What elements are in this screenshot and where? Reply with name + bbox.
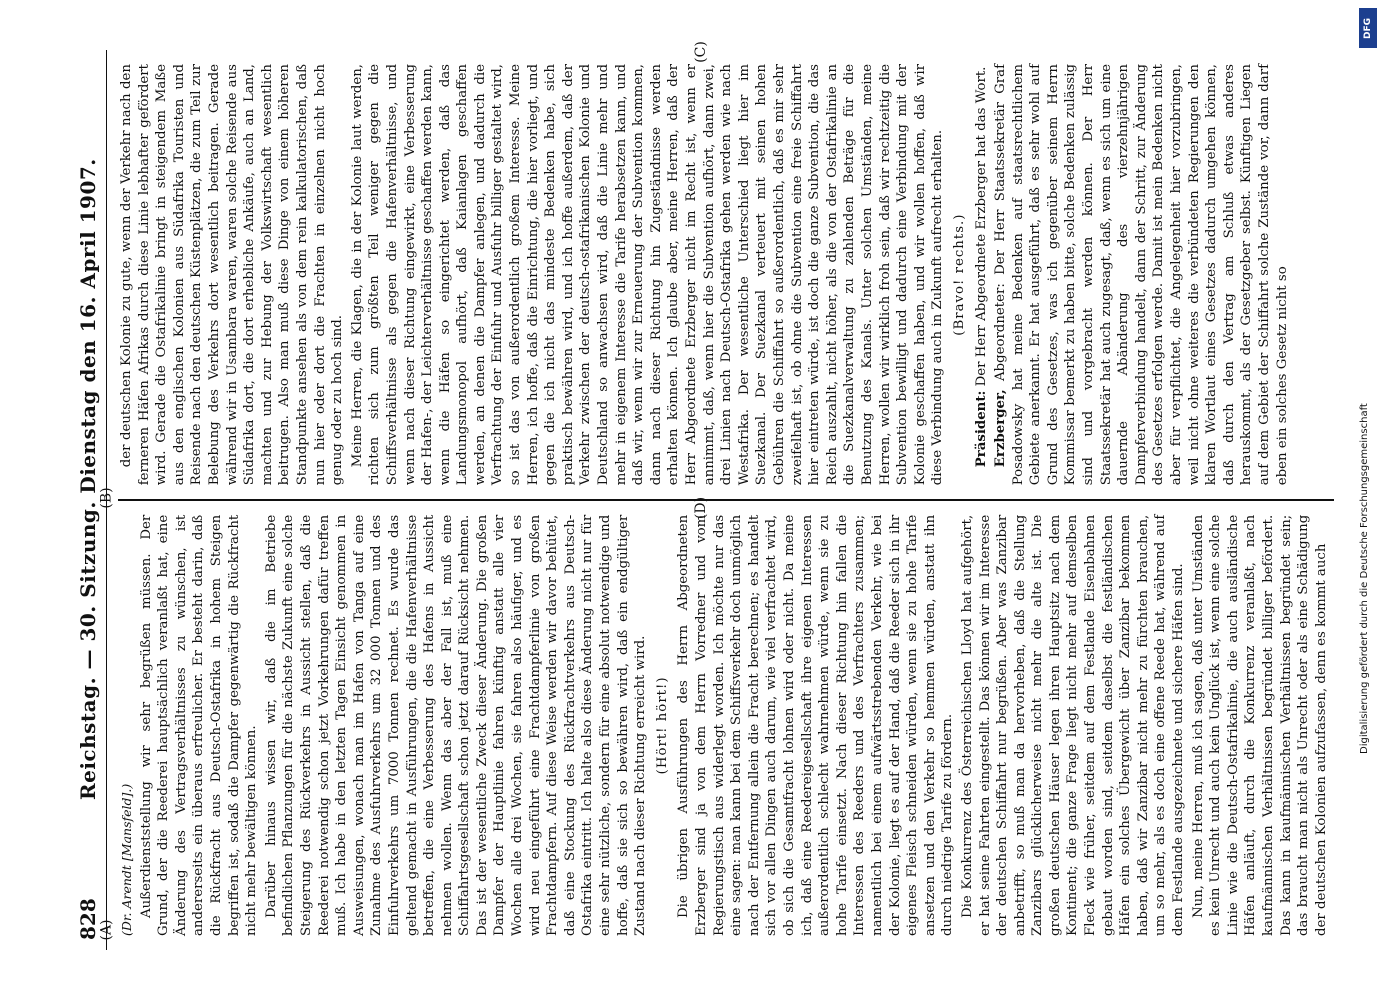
right-column xyxy=(112,50,1340,499)
page-number: 828 xyxy=(76,898,100,940)
margin-marker-d: (D) xyxy=(693,496,710,520)
president-text: Der Herr Abgeordnete Erzberger hat das Wort. xyxy=(973,66,989,387)
dfg-logo: DFG xyxy=(1359,8,1377,48)
speaker-paragraph xyxy=(992,64,1291,485)
running-head-title: Reichstag. — 30. Sitzung. Dienstag den 16. April 1907. xyxy=(76,158,100,801)
margin-marker-c: (C) xyxy=(692,41,709,63)
left-column xyxy=(112,501,1340,950)
paragraph: Meine Herren, die Klagen, die in der Kolonie laut werden, richten sich zum größten Teil weniger gegen die Schiffsverhältnisse als gegen die Hafenverhältnisse, und wenn nach dieser Richtung eingewirkt, eine Verbesserung der Hafen-, der Leichterverhältnisse geschaffen werden kann, wenn die Häfen so eingerichtet werden, daß das Landungsmonopol aufhört, daß Kaianlagen geschaffen werden, an denen die Dampfer anlegen, und dadurch die Verfrachtung der Einfuhr und Ausfuhr billiger gestaltet wird, so ist das von außerordentlich großem Interesse. Meine Herren, ich hoffe, daß die Einrichtung, die hier vorliegt, und gegen die ich nicht das mindeste Bedenken habe, sich praktisch bewähren wird, und ich hoffe außerdem, daß der Verkehr zwischen der deutsch-ostafrikanischen Kolonie und Deutschland so anwachsen wird, daß die Linie mehr und mehr in eigenem Interesse die Tarife herabsetzen kann, und daß wir, wenn wir zur Erneuerung der Subvention kommen, dann nach dieser Richtung hin Zugeständnisse werden erhalten können. Ich glaube aber, meine Herren, daß der Herr Abgeordnete Erzberger nicht im Recht ist, wenn er annimmt, daß, wenn hier die Subvention aufhört, dann zwei, drei Linien nach Deutsch-Ostafrika gehen werden wie nach Westafrika. Der wesentliche Unterschied liegt hier im Suezkanal. Der Suezkanal verteuert mit seinen hohen Gebühren die Schiffahrt so außerordentlich, daß es mir sehr zweifelhaft ist, ob ohne die Subvention eine freie Schiffahrt hier eintreten würde, ist doch die ganze Subvention, die das Reich auszahlt, nicht höher, als die von der Ostafrikalinie an die Suezkanalverwaltung zu zahlenden Beträge für die Benutzung des Kanals. Unter solchen Umständen, meine Herren, wollen wir wirklich froh sein, daß wir rechtzeitig die Subvention bewilligt und dadurch eine Verbindung mit der Kolonie geschaffen haben, und wir wollen hoffen, daß wir diese Verbindung auch in Zukunft aufrecht erhalten. xyxy=(349,64,946,486)
margin-marker-b: (B) xyxy=(98,487,115,509)
interjection: (Bravo! rechts.) xyxy=(951,213,967,336)
speaker-attribution: (Dr. Arendt [Mansfeld].) xyxy=(119,783,134,936)
interjection: (Hört! hört!) xyxy=(654,676,670,775)
paragraph: Die übrigen Ausführungen des Herrn Abgeordneten Erzberger sind ja von dem Herrn Vorredner und vom Regierungstisch aus widerlegt worden. Ich möchte nur das eine sagen: man kann bei dem Schiffsverkehr doch unmöglich nach der Entfernung allein die Fracht berechnen; es handelt sich vor allen Dingen auch darum, wie viel verfrachtet wird, ob sich die Gesamtfracht lohnen wird oder nicht. Da meine ich, daß eine Reedereigesellschaft ihre eigenen Interessen außerordentlich schlecht wahrnehmen würde, wenn sie zu hohe Tarife einsetzt. Nach dieser Richtung hin fallen die Interessen des Reeders und des Verfrachters zusammen; namentlich bei einem aufwärtsstrebenden Verkehr, wie bei der Kolonie, liegt es auf der Hand, daß die Reeder sich in ihr eigenes Fleisch schneiden würden, wenn sie zu hohe Tarife ansetzen und den Verkehr so hemmen würden, anstatt ihn durch niedrige Tarife zu fördern. xyxy=(676,514,956,936)
paragraph: der deutschen Kolonie zu gute, wenn der Verkehr nach den ferneren Häfen Afrikas durch diese Linie lebhafter gefördert wird. Gerade die Ostafrikalinie bringt in steigendem Maße aus den englischen Kolonien aus Südafrika Touristen und Reisende nach den deutschen Küstenplätzen, die zum Teil zur Belebung des Verkehrs dort wesentlich beitragen. Gerade während wir in Usambara waren, waren solche Reisende aus Südafrika dort, die dort erhebliche Ankäufe, auch an Land, machten und zur Hebung der Volkswirtschaft wesentlich beitrugen. Also man muß diese Dinge von einem höheren Standpunkte ansehen als von dem rein kalkulatorischen, daß nun hier oder dort die Frachten in einzelnen nicht hoch genug oder zu hoch sind. xyxy=(119,64,346,486)
speaker-text: Abgeordneter: Der Herr Staatssekretär Graf Posadowsky hat meine Bedenken auf staatsrechtlichem Gebiete anerkannt. Er hat ausgeführt, daß es sehr wohl auf Grund des Gesetzes, was ich gegenüber seinem Herrn Kommissar bemerkt zu haben bitte, solche Bedenken zulässig sind und vorgebracht werden können. Der Herr Staatssekretär hat auch zugesagt, daß, wenn es sich um eine dauernde Abänderung des vierzehnjährigen Dampferverbindung handelt, dann der Schritt, zur Änderung des Gesetzes erfolgen werde. Damit ist mein Bedenken nicht aber für verpflichtet, die Angelegenheit hier vorzubringen, weil nicht ohne weiteres die verbündeten Regierungen den klaren Wortlaut eines Gesetzes dadurch umgehen können, daß durch den Vertrag am Schluß etwas anderes herauskommt, als der Gesetzgeber selbst. Künftigen Liegen auf dem Gebiet der Schiffahrt solche Zustände vor, dann darf eben ein solches Gesetz nicht so xyxy=(993,64,1290,486)
paragraph: Außerdienststellung wir sehr begrüßen müssen. Der Grund, der die Reederei hauptsächlich veranlaßt hat, eine Änderung des Vertragsverhältnisses zu wünschen, ist andererseits ein überaus erfreulicher. Er besteht darin, daß die Rückfracht aus Deutsch-Ostafrika in hohem Steigen begriffen ist, sodaß die Dampfer gegenwärtig die Rückfracht nicht mehr bewältigen können. xyxy=(138,514,260,936)
digitization-credit: Digitalisierung gefördert durch die Deutsche Forschungsgemeinschaft xyxy=(1359,403,1370,754)
speaker-name: Erzberger, xyxy=(993,389,1009,468)
paragraph: Die Konkurrenz des Österreichischen Lloyd hat aufgehört, er hat seine Fahrten eingestellt. Das können wir im Interesse der deutschen Schiffahrt nur begrüßen. Aber was Zanzibar anbetrifft, so muß man da hervorheben, daß die Stellung Zanzibars glücklicherweise nicht mehr die alte ist. Die großen deutschen Häuser legen ihren Hauptsitz nach dem Kontinent; die ganze Frage liegt nicht mehr auf demselben Fleck wie früher, seitdem auf dem Festlande Eisenbahnen gebaut worden sind, seitdem daselbst die festländischen Häfen ein solches Übergewicht über Zanzibar bekommen haben, daß wir Zanzibar nicht mehr zu fürchten brauchen, um so mehr, als es doch eine offene Reede hat, während auf dem Festlande ausgezeichnete und sichere Häfen sind. xyxy=(959,514,1187,936)
paragraph: Darüber hinaus wissen wir, daß die im Betriebe befindlichen Pflanzungen für die nächste Zukunft eine solche Steigerung des Rückverkehrs in Aussicht stellen, daß die Reederei notwendig schon jetzt Vorkehrungen dafür treffen muß. Ich habe in den letzten Tagen Einsicht genommen in Ausweisungen, wonach man im Hafen von Tanga auf eine Zunahme des Ausfuhrverkehrs um 32 000 Tonnen und des Einfuhrverkehrs um 7000 Tonnen rechnet. Es wurde das geltend gemacht in Ausführungen, die die Hafenverhältnisse betreffen, die eine Verbesserung des Hafens in Aussicht nehmen wollen. Wenn das aber der Fall ist, muß eine Schiffahrtsgesellschaft schon jetzt darauf Rücksicht nehmen. Das ist der wesentliche Zweck dieser Änderung. Die großen Dampfer der Hauptlinie fahren künftig anstatt alle vier Wochen alle drei Wochen, sie fahren also häufiger, und es wird neu eingeführt eine Frachtdampferlinie von großen Frachtdampfern. Auf diese Weise werden wir davor behütet, daß eine Stockung des Rückfrachtverkehrs aus Deutsch-Ostafrika eintritt. Ich halte also diese Änderung nicht nur für eine sehr nützliche, sondern für eine absolut notwendige und hoffe, daß sie sich so bewähren wird, daß ein endgültiger Zustand nach dieser Richtung erreicht wird. xyxy=(263,514,649,936)
president-paragraph xyxy=(973,64,991,485)
paragraph: Nun, meine Herren, muß ich sagen, daß unter Umständen es kein Unrecht und auch kein Unglück ist, wenn eine solche Linie wie die Deutsch-Ostafrikalinie, die auch ausländische Häfen anläuft, durch die Konkurrenz veranlaßt, nach kaufmännischen Verhältnissen begründet billiger befördert. Das kann in kaufmännischen Verhältnissen begründet sein; das braucht man nicht als Unrecht oder als eine Schädigung der deutschen Kolonien aufzufassen, denn es kommt auch xyxy=(1190,514,1329,936)
margin-marker-a: (A) xyxy=(98,919,115,941)
president-label: Präsident: xyxy=(973,390,989,468)
text-columns xyxy=(112,50,1340,950)
